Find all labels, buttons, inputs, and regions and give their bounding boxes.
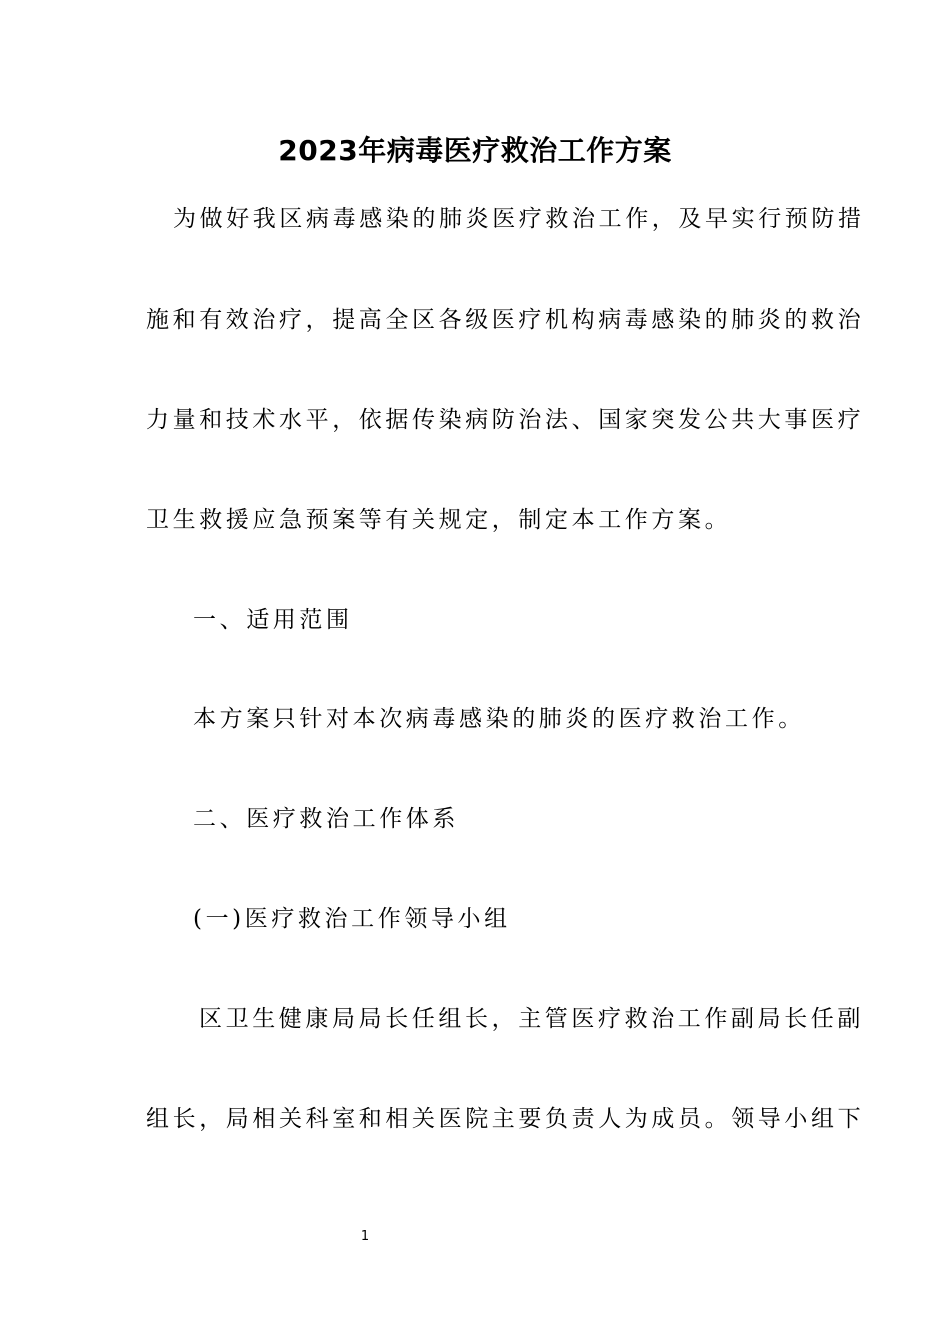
- subsection-heading: (一)医疗救治工作领导小组: [193, 906, 511, 932]
- section-heading: 一、适用范围: [193, 607, 353, 633]
- document-title: 2023年病毒医疗救治工作方案: [278, 134, 672, 167]
- paragraph-line: 卫生救援应急预案等有关规定，制定本工作方案。: [146, 507, 732, 533]
- paragraph-line: 力量和技术水平，依据传染病防治法、国家突发公共大事医疗: [146, 407, 865, 433]
- paragraph-line: 施和有效治疗，提高全区各级医疗机构病毒感染的肺炎的救治: [146, 307, 865, 333]
- page-number: 1: [360, 1229, 370, 1244]
- section-heading: 二、医疗救治工作体系: [193, 806, 459, 832]
- paragraph-line: 本方案只针对本次病毒感染的肺炎的医疗救治工作。: [193, 706, 805, 732]
- paragraph-line: 区卫生健康局局长任组长，主管医疗救治工作副局长任副: [199, 1006, 864, 1032]
- paragraph-line: 为做好我区病毒感染的肺炎医疗救治工作，及早实行预防措: [173, 206, 865, 232]
- paragraph-line: 组长，局相关科室和相关医院主要负责人为成员。领导小组下: [146, 1106, 865, 1132]
